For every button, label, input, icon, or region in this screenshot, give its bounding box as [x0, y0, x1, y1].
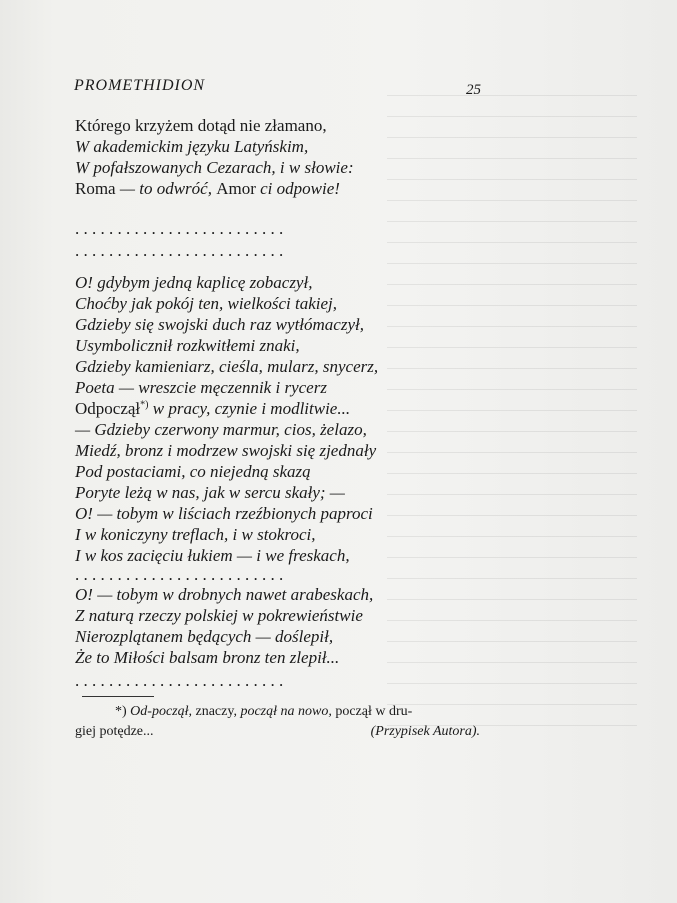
footnote [75, 702, 480, 742]
verse-line [75, 178, 354, 199]
verse-line [75, 272, 378, 293]
text-segment: Gdzieby kamieniarz, cieśla, mularz, snycerz, [75, 357, 379, 376]
text-segment: począł na nowo, [240, 704, 332, 719]
verse-line [75, 440, 378, 461]
text-segment: *) [115, 704, 131, 719]
verse-line [75, 419, 378, 440]
verse-line [75, 314, 378, 335]
verse-line [75, 545, 378, 566]
dot-row: . . . . . . . . . . . . . . . . . . . . . . . . . [75, 241, 284, 260]
dot-row: . . . . . . . . . . . . . . . . . . . . . . . . . [75, 219, 284, 238]
verse-line [75, 461, 378, 482]
verse-line [75, 626, 373, 647]
verse-line [75, 293, 378, 314]
text-segment: Odpoczął [75, 399, 141, 418]
dot-row: . . . . . . . . . . . . . . . . . . . . . . . . . [75, 671, 284, 690]
text-segment: Poryte leżą w nas, jak w sercu skały; — [75, 483, 345, 502]
verse-line [75, 115, 354, 136]
footnote-continuation: giej potędze... [75, 724, 154, 739]
text-segment: w pracy, czynie i modlitwie... [148, 399, 351, 418]
verse-line [75, 605, 373, 626]
verse-line [75, 377, 378, 398]
verse-line [75, 524, 378, 545]
text-segment: znaczy, [192, 704, 241, 719]
text-segment: I w kos zacięciu łukiem — i we freskach, [75, 546, 350, 565]
text-segment: Amor [216, 179, 256, 198]
verse-line [75, 647, 373, 668]
text-segment: Roma [75, 179, 116, 198]
footnote-line-2 [75, 722, 480, 742]
text-segment: Usymbolicznił rozkwitłemi znaki, [75, 336, 300, 355]
text-segment: O! — tobym w drobnych nawet arabeskach, [75, 585, 374, 604]
verse-line [75, 356, 378, 377]
verse-line [75, 335, 378, 356]
verse-line [75, 584, 373, 605]
verse-line [75, 157, 354, 178]
text-segment: ci odpowie! [255, 179, 340, 198]
text-segment: Pod postaciami, co niejedną skazą [75, 462, 311, 481]
footnote-rule [82, 696, 154, 697]
text-segment: — to odwróć, [115, 179, 217, 198]
stanza-3 [75, 584, 373, 668]
text-segment: — Gdzieby czerwony marmur, cios, żelazo, [75, 420, 367, 439]
footnote-line-1 [75, 702, 480, 722]
text-segment: Z naturą rzeczy polskiej w pokrewieństwie [75, 606, 363, 625]
stanza-2 [75, 272, 378, 566]
running-head: PROMETHIDION [74, 77, 206, 94]
text-segment: począł w dru- [331, 704, 413, 719]
verse-line [75, 503, 378, 524]
text-segment: W akademickim języku Latyńskim, [75, 137, 309, 156]
text-segment: *) [140, 399, 149, 411]
text-segment: Poeta — wreszcie męczennik i rycerz [75, 378, 327, 397]
text-segment: Nierozplątanem będących — doślepił, [75, 627, 334, 646]
text-segment: Gdzieby się swojski duch raz wytłómaczył, [75, 315, 364, 334]
text-segment: O! — tobym w liściach rzeźbionych paproci [75, 504, 373, 523]
text-segment: Miedź, bronz i modrzew swojski się zjednały [75, 441, 377, 460]
verse-line [75, 482, 378, 503]
verse-line [75, 136, 354, 157]
text-segment: Choćby jak pokój ten, wielkości takiej, [75, 294, 338, 313]
text-segment: Od-począł, [130, 704, 192, 719]
page-number: 25 [466, 82, 481, 98]
show-through-text [387, 95, 637, 735]
footnote-attribution: (Przypisek Autora). [370, 724, 480, 739]
verse-line [75, 398, 378, 419]
text-segment: O! gdybym jedną kaplicę zobaczył, [75, 273, 313, 292]
text-segment: I w koniczyny treflach, i w stokroci, [75, 525, 316, 544]
text-segment: W pofałszowanych Cezarach, i w słowie: [75, 158, 354, 177]
dot-row: . . . . . . . . . . . . . . . . . . . . . . . . . [75, 565, 284, 584]
stanza-1 [75, 115, 354, 199]
text-segment: Że to Miłości balsam bronz ten zlepił... [75, 648, 340, 667]
text-segment: Którego krzyżem dotąd nie złamano, [75, 116, 327, 135]
